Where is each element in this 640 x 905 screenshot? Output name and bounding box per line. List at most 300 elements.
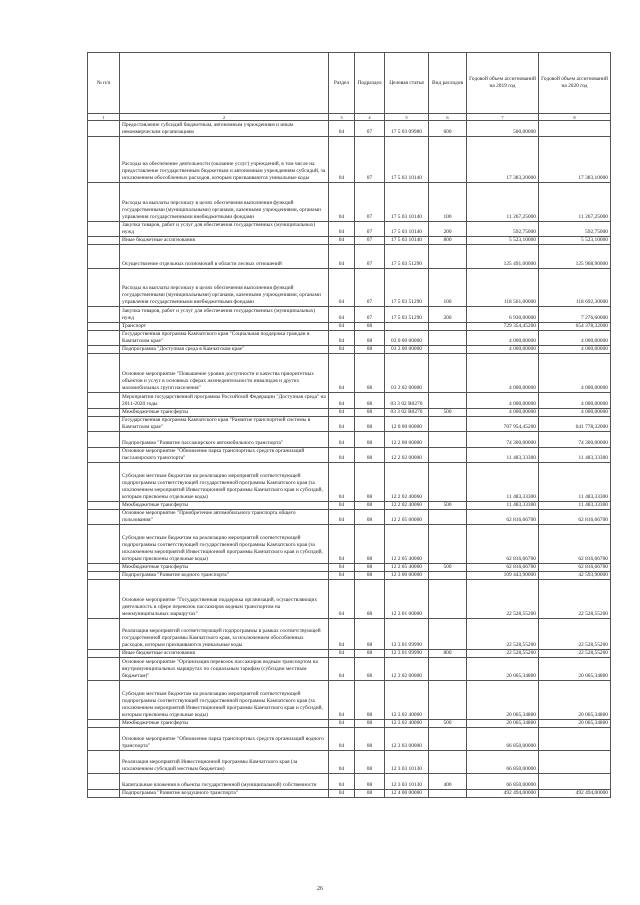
cell-num [88,447,120,463]
cell-amount-2020: 22 528,55200 [539,618,611,649]
cell-num [88,183,120,222]
cell-razdel: 04 [329,447,355,463]
cell-podrazdel: 08 [355,572,385,580]
cell-podrazdel: 08 [355,751,385,774]
cell-vid: 100 [429,268,467,307]
cell-amount-2020: 22 528,55200 [539,580,611,619]
cell-vid: 400 [429,774,467,790]
cell-target-code: 12 2 05 00000 [385,509,429,525]
cell-name: Расходы на обеспечение деятельности (оказание услуг) учреждений, в том числе на предоставление государственным бюджетным и автономным учреждениям субсидий, за исключением обособленных расходов, которым присваиваются уникальные коды [120,136,329,183]
header-2020: Годовой объем ассигнований на 2020 год [539,53,611,114]
cell-vid: 500 [429,408,467,416]
cell-amount-2019: 20 065,34800 [467,719,539,727]
cell-amount-2020: 20 065,34800 [539,719,611,727]
cell-name: Подпрограмма "Развитие воздушного транспорта" [120,789,329,797]
cell-target-code: 12 2 02 40060 [385,463,429,502]
cell-razdel: 04 [329,774,355,790]
cell-num [88,727,120,750]
cell-amount-2019: 11 483,33300 [467,463,539,502]
table-row [88,509,611,525]
cell-name: Иные бюджетные ассигнования [120,649,329,657]
cell-razdel: 04 [329,354,355,393]
column-number: 7 [467,114,539,121]
cell-podrazdel: 07 [355,307,385,323]
cell-amount-2020 [539,727,611,750]
cell-target-code: 12 2 02 40060 [385,501,429,509]
cell-target-code: 17 5 03 09980 [385,121,429,137]
cell-name: Основное мероприятие "Приобретение автомобильного транспорта общего пользования" [120,509,329,525]
cell-name: Межбюджетные трансферты [120,501,329,509]
cell-amount-2020: 592,75000 [539,221,611,237]
cell-vid: 600 [429,121,467,137]
header-num: № п/п [88,53,120,114]
cell-razdel: 04 [329,564,355,572]
cell-num [88,346,120,354]
cell-amount-2020: 4 000,00000 [539,393,611,409]
table-row [88,268,611,307]
cell-razdel: 04 [329,789,355,797]
cell-podrazdel: 08 [355,649,385,657]
cell-vid: 500 [429,501,467,509]
cell-num [88,330,120,346]
cell-amount-2019: 125 491,00000 [467,245,539,268]
cell-name: Предоставление субсидий бюджетным, автономным учреждениям и иным некоммерческим организациям [120,121,329,137]
cell-amount-2019: 492 494,00000 [467,789,539,797]
cell-target-code: 12 3 03 10130 [385,774,429,790]
cell-num [88,774,120,790]
cell-razdel: 04 [329,322,355,330]
table-row [88,432,611,448]
cell-vid: 800 [429,649,467,657]
cell-num [88,789,120,797]
cell-amount-2019: 62 816,66700 [467,525,539,564]
cell-num [88,719,120,727]
header-razdel: Раздел [329,53,355,114]
cell-amount-2019: 5 523,10000 [467,237,539,245]
cell-amount-2020 [539,774,611,790]
table-row [88,307,611,323]
cell-num [88,416,120,432]
cell-name: Субсидии местным бюджетам на реализацию мероприятий соответствующей подпрограммы соответствующей государственной программы Камчатского края (за исключением мероприятий Инвестиционной программы Камчатского края и субсидий, которым присвоены отдельные коды) [120,525,329,564]
cell-amount-2019: 11 267,25000 [467,183,539,222]
cell-num [88,657,120,680]
cell-target-code: 12 3 02 40060 [385,681,429,720]
cell-name: Межбюджетные трансферты [120,564,329,572]
column-number: 3 [329,114,355,121]
cell-razdel: 04 [329,751,355,774]
cell-amount-2020: 654 378,32000 [539,322,611,330]
page-number: 26 [317,886,323,892]
cell-target-code: 03 0 00 00000 [385,330,429,346]
cell-vid [429,416,467,432]
cell-name: Межбюджетные трансферты [120,719,329,727]
cell-podrazdel: 08 [355,657,385,680]
cell-razdel: 04 [329,136,355,183]
cell-vid [429,447,467,463]
cell-podrazdel: 08 [355,322,385,330]
cell-vid [429,330,467,346]
cell-amount-2019: 62 816,66700 [467,509,539,525]
cell-name: Расходы на выплаты персоналу в целях обеспечения выполнения функций государственными (муниципальными) органами, казенными учреждениями, органами управления государственными внебюджетными фондами [120,268,329,307]
cell-target-code: 17 5 03 51290 [385,268,429,307]
cell-vid [429,245,467,268]
cell-num [88,237,120,245]
column-number: 8 [539,114,611,121]
cell-podrazdel: 08 [355,354,385,393]
cell-razdel: 04 [329,237,355,245]
table-row [88,501,611,509]
cell-razdel: 04 [329,221,355,237]
cell-name: Закупка товаров, работ и услуг для обеспечения государственных (муниципальных) нужд [120,221,329,237]
cell-razdel: 04 [329,463,355,502]
cell-amount-2020: 7 276,60000 [539,307,611,323]
cell-num [88,580,120,619]
cell-name: Закупка товаров, работ и услуг для обеспечения государственных (муниципальных) нужд [120,307,329,323]
cell-amount-2019: 74 300,00000 [467,432,539,448]
budget-table [87,52,611,798]
table-row [88,564,611,572]
table-row [88,727,611,750]
cell-podrazdel: 08 [355,564,385,572]
table-row [88,245,611,268]
cell-name: Основное мероприятие "Обновление парка транспортных средств организаций водного транспорта" [120,727,329,750]
cell-name: Транспорт [120,322,329,330]
cell-vid [429,789,467,797]
cell-name: Реализация мероприятий соответствующей подпрограммы в рамках соответствующей государственной программы Камчатского края, за исключением обособленных расходов, которым присваиваются уникальные коды [120,618,329,649]
cell-amount-2019: 118 561,00000 [467,268,539,307]
table-row [88,580,611,619]
cell-podrazdel: 08 [355,408,385,416]
cell-name: Подпрограмма "Развитие пассажирского автомобильного транспорта" [120,432,329,448]
cell-num [88,509,120,525]
cell-podrazdel: 08 [355,580,385,619]
cell-razdel: 04 [329,330,355,346]
cell-target-code: 12 3 01 09990 [385,618,429,649]
cell-vid [429,354,467,393]
cell-vid [429,681,467,720]
header-2019: Годовой объем ассигнований на 2019 год [467,53,539,114]
cell-razdel: 04 [329,245,355,268]
cell-amount-2019: 707 954,45200 [467,416,539,432]
cell-podrazdel: 07 [355,183,385,222]
cell-amount-2019: 6 930,00000 [467,307,539,323]
cell-num [88,432,120,448]
cell-amount-2019: 20 065,34800 [467,681,539,720]
cell-name: Иные бюджетные ассигнования [120,237,329,245]
cell-target-code: 12 3 02 00000 [385,657,429,680]
cell-vid: 200 [429,307,467,323]
cell-target-code: 12 3 00 00000 [385,572,429,580]
cell-name: Осуществление отдельных полномочий в области лесных отношений [120,245,329,268]
cell-razdel: 04 [329,416,355,432]
cell-vid [429,751,467,774]
cell-num [88,564,120,572]
header-podrazdel: Подраздел [355,53,385,114]
cell-amount-2020: 22 528,55200 [539,649,611,657]
cell-podrazdel: 08 [355,681,385,720]
table-row [88,572,611,580]
cell-vid [429,322,467,330]
cell-amount-2019: 4 000,00000 [467,330,539,346]
cell-amount-2019: 500,00000 [467,121,539,137]
cell-num [88,572,120,580]
cell-target-code: 12 2 00 00000 [385,432,429,448]
cell-amount-2020: 492 494,00000 [539,789,611,797]
cell-vid [429,463,467,502]
cell-num [88,463,120,502]
cell-target-code: 17 5 03 10140 [385,183,429,222]
cell-podrazdel: 08 [355,719,385,727]
cell-amount-2019: 22 528,55200 [467,618,539,649]
cell-razdel: 04 [329,393,355,409]
table-row [88,237,611,245]
cell-amount-2020: 125 968,90000 [539,245,611,268]
cell-vid [429,580,467,619]
cell-razdel: 04 [329,183,355,222]
cell-target-code: 03 3 02 R0270 [385,393,429,409]
cell-num [88,268,120,307]
cell-target-code: 12 0 00 00000 [385,416,429,432]
cell-podrazdel: 08 [355,727,385,750]
cell-podrazdel: 07 [355,136,385,183]
cell-razdel: 04 [329,618,355,649]
cell-amount-2019: 22 528,55200 [467,649,539,657]
table-row [88,322,611,330]
cell-amount-2020: 74 300,00000 [539,432,611,448]
table-row [88,774,611,790]
cell-name: Межбюджетные трансферты [120,408,329,416]
cell-name: Государственная программа Камчатского края "Развитие транспортной системы в Камчатском крае" [120,416,329,432]
cell-amount-2019: 62 816,66700 [467,564,539,572]
cell-amount-2020: 11 267,25000 [539,183,611,222]
cell-podrazdel: 08 [355,416,385,432]
cell-target-code: 17 5 03 51290 [385,245,429,268]
cell-podrazdel: 07 [355,268,385,307]
cell-vid [429,525,467,564]
cell-amount-2019: 66 850,00000 [467,774,539,790]
cell-name: Субсидии местным бюджетам на реализацию мероприятий соответствующей подпрограммы соответствующей государственной программы Камчатского края (за исключением мероприятий Инвестиционной программы Камчатского края и субсидий, которым присвоены отдельные коды) [120,463,329,502]
cell-amount-2020: 62 816,66700 [539,564,611,572]
cell-podrazdel: 08 [355,346,385,354]
cell-target-code: 17 5 03 51290 [385,307,429,323]
column-number: 2 [120,114,329,121]
cell-name: Мероприятия государственной программы Российской Федерации "Доступная среда" на 2011-2020 годы [120,393,329,409]
cell-amount-2019: 4 000,00000 [467,393,539,409]
cell-razdel: 04 [329,408,355,416]
cell-amount-2020: 17 383,10000 [539,136,611,183]
cell-amount-2019: 109 443,90000 [467,572,539,580]
cell-razdel: 04 [329,346,355,354]
table-row [88,183,611,222]
cell-target-code: 12 3 03 10130 [385,751,429,774]
cell-target-code: 12 3 01 09990 [385,649,429,657]
cell-vid [429,618,467,649]
table-row [88,649,611,657]
table-row [88,618,611,649]
cell-name: Расходы на выплаты персоналу в целях обеспечения выполнения функций государственными (муниципальными) органами, казенными учреждениями, органами управления государственными внебюджетными фондами [120,183,329,222]
table-row [88,657,611,680]
cell-razdel: 04 [329,681,355,720]
header-target: Целевая статья [385,53,429,114]
cell-podrazdel: 08 [355,330,385,346]
cell-vid [429,572,467,580]
cell-num [88,136,120,183]
cell-podrazdel: 07 [355,121,385,137]
cell-razdel: 04 [329,307,355,323]
cell-amount-2020: 641 778,32000 [539,416,611,432]
cell-vid: 500 [429,719,467,727]
table-row [88,136,611,183]
cell-razdel: 04 [329,572,355,580]
table-row [88,719,611,727]
cell-num [88,245,120,268]
cell-podrazdel: 08 [355,463,385,502]
cell-amount-2019: 4 000,00000 [467,346,539,354]
cell-podrazdel: 08 [355,501,385,509]
cell-amount-2019: 11 483,33300 [467,501,539,509]
table-row [88,393,611,409]
cell-num [88,354,120,393]
cell-amount-2020: 118 692,30000 [539,268,611,307]
cell-podrazdel: 08 [355,789,385,797]
cell-num [88,681,120,720]
cell-name: Капитальные вложения в объекты государственной (муниципальной) собственности [120,774,329,790]
cell-vid: 200 [429,221,467,237]
cell-razdel: 04 [329,580,355,619]
cell-num [88,408,120,416]
cell-target-code: 12 3 03 00000 [385,727,429,750]
cell-podrazdel: 07 [355,245,385,268]
column-number: 1 [88,114,120,121]
cell-target-code: 12 3 01 00000 [385,580,429,619]
cell-vid [429,136,467,183]
table-row [88,447,611,463]
cell-vid: 500 [429,564,467,572]
cell-razdel: 04 [329,657,355,680]
header-vid: Вид расходов [429,53,467,114]
cell-target-code: 03 3 00 00000 [385,346,429,354]
column-number: 4 [355,114,385,121]
cell-amount-2019: 17 383,20000 [467,136,539,183]
cell-name: Основное мероприятие "Государственная поддержка организаций, осуществляющих деятельность в сфере перевозок пассажиров водным транспортом на межмуниципальных маршрутах" [120,580,329,619]
cell-amount-2020: 4 000,00000 [539,408,611,416]
table-row [88,681,611,720]
cell-num [88,649,120,657]
cell-razdel: 04 [329,525,355,564]
cell-vid [429,727,467,750]
cell-podrazdel: 08 [355,525,385,564]
cell-name: Реализация мероприятий Инвестиционной программы Камчатского края (за исключением субсидий местным бюджетам) [120,751,329,774]
cell-vid [429,509,467,525]
cell-target-code: 17 5 03 10140 [385,136,429,183]
cell-name: Основное мероприятие "Обновление парка транспортных средств организаций пассажирского транспорта" [120,447,329,463]
cell-amount-2019: 729 354,45200 [467,322,539,330]
cell-target-code: 12 4 00 00000 [385,789,429,797]
cell-razdel: 04 [329,268,355,307]
cell-amount-2020: 42 593,90000 [539,572,611,580]
cell-target-code: 12 2 05 40060 [385,564,429,572]
cell-num [88,501,120,509]
cell-vid [429,432,467,448]
column-number: 5 [385,114,429,121]
column-number-row [88,114,611,121]
cell-podrazdel: 07 [355,221,385,237]
cell-amount-2019: 4 000,00000 [467,354,539,393]
cell-target-code: 12 2 02 00000 [385,447,429,463]
table-header-row [88,53,611,114]
cell-amount-2020: 11 483,33300 [539,501,611,509]
cell-podrazdel: 08 [355,509,385,525]
cell-vid [429,393,467,409]
cell-razdel: 04 [329,509,355,525]
cell-amount-2020: 11 483,33300 [539,447,611,463]
cell-amount-2020: 62 816,66700 [539,525,611,564]
cell-razdel: 04 [329,719,355,727]
cell-razdel: 04 [329,501,355,509]
cell-num [88,322,120,330]
cell-amount-2020: 20 065,34800 [539,681,611,720]
cell-amount-2020: 5 523,10000 [539,237,611,245]
cell-podrazdel: 08 [355,774,385,790]
cell-amount-2019: 592,75000 [467,221,539,237]
cell-amount-2020: 4 000,00000 [539,346,611,354]
cell-razdel: 04 [329,432,355,448]
cell-target-code [385,322,429,330]
cell-num [88,618,120,649]
cell-num [88,221,120,237]
cell-podrazdel: 08 [355,618,385,649]
cell-num [88,307,120,323]
table-row [88,525,611,564]
cell-amount-2019: 4 000,00000 [467,408,539,416]
cell-target-code: 03 3 02 R0270 [385,408,429,416]
cell-amount-2019: 66 850,00000 [467,751,539,774]
cell-vid: 100 [429,183,467,222]
cell-podrazdel: 08 [355,393,385,409]
cell-podrazdel: 08 [355,432,385,448]
table-row [88,408,611,416]
cell-num [88,121,120,137]
cell-vid: 800 [429,237,467,245]
cell-target-code: 03 3 02 00000 [385,354,429,393]
cell-amount-2020: 4 000,00000 [539,330,611,346]
cell-target-code: 12 3 02 40060 [385,719,429,727]
cell-num [88,751,120,774]
table-row [88,463,611,502]
cell-amount-2019: 22 528,55200 [467,580,539,619]
cell-amount-2019: 66 850,00000 [467,727,539,750]
cell-name: Основное мероприятие "Организация перевозок пассажиров водным транспортом на внутримуниципальных маршрутах по социальным тарифам (субсидии местным бюджетам)" [120,657,329,680]
cell-name: Государственная программа Камчатского края "Социальная поддержка граждан в Камчатском крае" [120,330,329,346]
cell-razdel: 04 [329,121,355,137]
cell-name: Субсидии местным бюджетам на реализацию мероприятий соответствующей подпрограммы соответствующей государственной программы Камчатского края (за исключением мероприятий Инвестиционной программы Камчатского края и субсидий, которым присвоены отдельные коды) [120,681,329,720]
cell-target-code: 12 2 05 40060 [385,525,429,564]
cell-razdel: 04 [329,727,355,750]
cell-amount-2020: 62 816,66700 [539,509,611,525]
cell-podrazdel: 07 [355,237,385,245]
cell-amount-2019: 11 483,33300 [467,447,539,463]
table-row [88,121,611,137]
table-row [88,330,611,346]
table-row [88,416,611,432]
cell-vid [429,657,467,680]
cell-amount-2020: 20 065,34800 [539,657,611,680]
cell-amount-2020 [539,751,611,774]
cell-amount-2020: 11 483,33300 [539,463,611,502]
table-row [88,346,611,354]
cell-target-code: 17 5 03 10140 [385,221,429,237]
cell-podrazdel: 08 [355,447,385,463]
